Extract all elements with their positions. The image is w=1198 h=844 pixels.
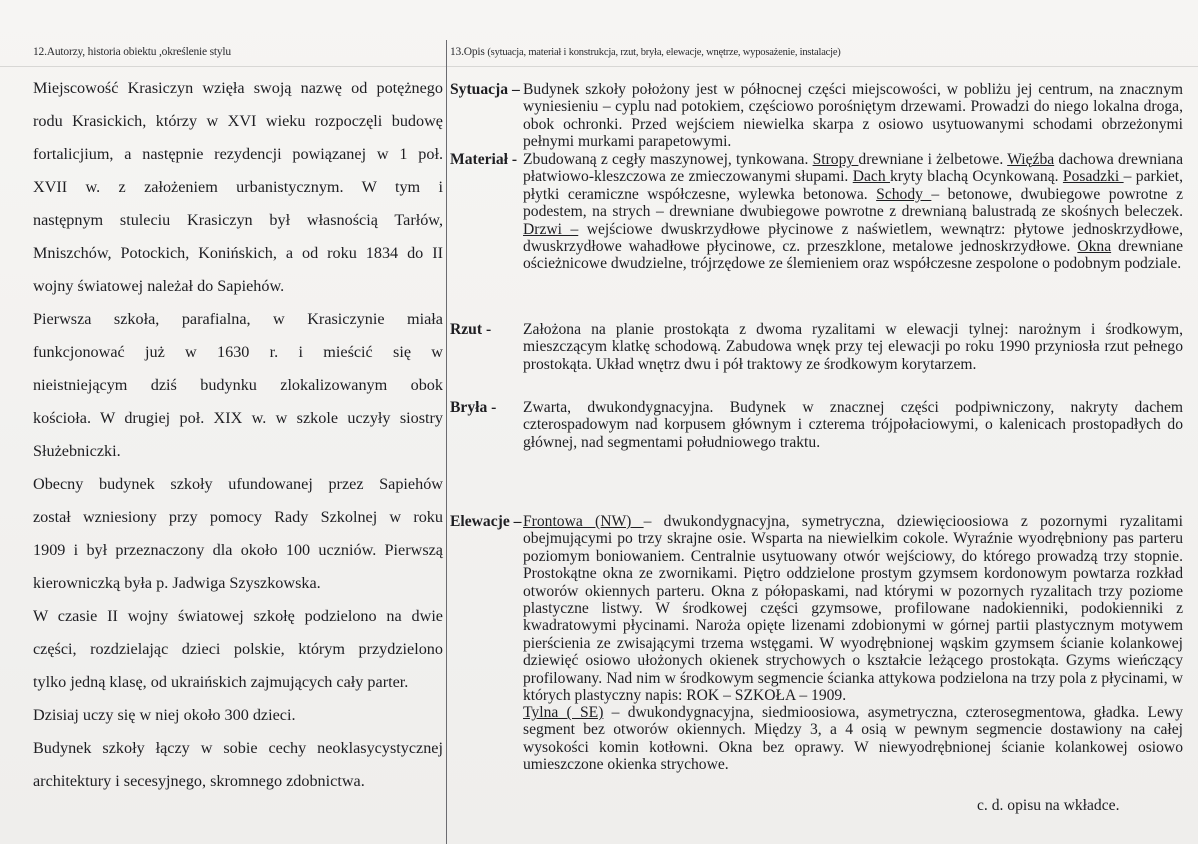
history-column — [33, 75, 443, 801]
underlined-term: Dach — [852, 168, 890, 186]
description-section — [450, 81, 1185, 151]
description-text: – betonowe, dwubiegowe powrotne z podestem, na strych – drewniane dwubiegowe powrotne z drewnianą balustradą ze skośnych beleczek. — [523, 185, 1183, 221]
underlined-term: Więźba — [1007, 151, 1055, 168]
history-text-line: został wzniesiony przy pomocy Rady Szkolnej w roku — [33, 508, 443, 526]
description-text: – dwukondygnacyjna, siedmioosiowa, asymetryczna, czterosegmentowa, gładka. Lewy segment bez otworów okiennych. Między 3, a 4 osią w pewnym segmencie dostawiony na całej wysokości komin kotłowni. Okna bez oprawy. W niewyodrębnionej ścianie kolankowej osiowo umieszczone okienka strychowe. — [523, 704, 1183, 774]
description-text: Zwarta, dwukondygnacyjna. Budynek w znacznej części podpiwniczony, nakryty dachem czterospadowym nad korpusem głównym i czterema trójpołaciowymi, o kalenicach prostopadłych do głównej, nad segmentami południowego traktu. — [523, 399, 1183, 451]
underlined-term: Frontowa (NW) — [523, 513, 644, 530]
history-text-line: rodu Krasickich, którzy w XVI wieku rozpoczęli budowę — [33, 112, 443, 130]
rear-elevation-paragraph — [523, 704, 1183, 774]
section-text — [523, 321, 1183, 373]
description-section — [450, 321, 1185, 373]
underlined-term: Stropy — [812, 151, 859, 168]
history-text-line: nieistniejącym dziś budynku zlokalizowanym obok — [33, 376, 443, 394]
description-text: – parkiet, płytki ceramiczne współczesne, wylewka betonowa. — [523, 168, 1183, 203]
history-text-line: Obecny budynek szkoły ufundowanej przez Sapiehów — [33, 475, 443, 493]
left-column-header: 12.Autorzy, historia obiektu ,określenie stylu — [33, 46, 231, 58]
history-text-line: części, rozdzielając dzieci polskie, którym przydzielono — [33, 640, 443, 658]
description-text: drewniane i żelbetowe. — [858, 151, 1008, 168]
history-text-line: następnym stuleciu Krasiczyn był własnością Tarłów, — [33, 211, 443, 229]
right-column-header — [450, 46, 841, 58]
section-text — [523, 81, 1183, 151]
history-text-line: Dzisiaj uczy się w niej około 300 dzieci. — [33, 706, 296, 724]
underlined-term: Tylna ( SE) — [523, 704, 604, 721]
description-text: drewniane ościeżnicowe dwudzielne, trójrzędowe ze ślemieniem oraz współczesne zespolone o podobnym podziale. — [523, 238, 1184, 273]
description-text: kryty blachą Ocynkowaną. — [890, 168, 1063, 186]
header-rule — [0, 66, 1198, 67]
history-text-line: Służebniczki. — [33, 442, 121, 460]
section-text — [523, 399, 1183, 451]
underlined-term: Okna — [1077, 238, 1112, 256]
history-text-line: wojny światowej należał do Sapiehów. — [33, 277, 285, 295]
description-text: wejściowe dwuskrzydłowe płycinowe z naświetlem, wewnątrz: płytowe jednoskrzydłowe, dwuskrzydłowe wahadłowe płycinowe, cz. przeszklone, metalowe jednoskrzydłowe. — [523, 220, 1183, 256]
history-text-line: architektury i secesyjnego, skromnego zdobnictwa. — [33, 772, 365, 790]
continuation-note: c. d. opisu na wkładce. — [977, 797, 1120, 814]
description-section — [450, 399, 1185, 451]
description-text: Założona na planie prostokąta z dwoma ryzalitami w elewacji tylnej: narożnym i środkowym, mieszczącym klatkę schodową. Zabudowa wnęk przy tej elewacji po roku 1990 przyniosła rzut pełnego prostokąta. Układ wnętrz dwu i pół traktowy ze środkowym korytarzem. — [523, 321, 1183, 373]
column-divider — [446, 40, 447, 844]
section-label: Sytuacja – — [450, 81, 520, 98]
description-section — [450, 513, 1185, 704]
history-text-line: 1909 i był przeznaczony dla około 100 uczniów. Pierwszą — [33, 541, 443, 559]
section-label: Materiał - — [450, 151, 518, 168]
description-text: – dwukondygnacyjna, symetryczna, dziewięcioosiowa z pozornymi ryzalitami obejmującymi po trzy skrajne osie. Wsparta na niewielkim cokole. Wyraźnie wyodrębniony pas parteru poziomym boniowaniem. Centralnie usytuowany otwór wejściowy, do którego prowadzą trzy stopnie. Prostokątne okna ze zwornikami. Piętro oddzielone prostym gzymsem kordonowym powtarza rozkład otworów okiennych parteru. Okna z półopaskami, nad którymi w pozornych ryzalitach trzy poziome plastyczne listwy. W środkowej części gzymsowe, profilowane nadokienniki, podokienniki z kwadratowymi płycinami. Naroża opięte lizenami zdobionymi w górnej partii plastycznym motywem pierścienia ze zwisającymi trzema wstęgami. W wyodrębnionej wąskim gzymsem ścianie kolankowej dziewięć osiowo ułożonych okienek strychowych o kształcie leżącego prostokąta. Gzyms wieńczący profilowany. Nad nim w środkowym segmencie ścianka attykowa podzielona na trzy pola z płycinami, w których plastyczny napis: ROK – SZKOŁA – 1909. — [523, 513, 1183, 705]
section-text — [523, 513, 1183, 704]
section-label: Rzut - — [450, 321, 492, 338]
right-header-subtitle: (sytuacja, materiał i konstrukcja, rzut, bryła, elewacje, wnętrze, wyposażenie, instalacje) — [487, 47, 841, 58]
history-text-line: fortalicjium, a następnie rezydencji powiązanej w 1 poł. — [33, 145, 443, 163]
history-text-line: XVII w. z założeniem urbanistycznym. W tym i — [33, 178, 443, 196]
description-text: dachowa drewniana płatwiowo-kleszczowa ze zmieczowanymi słupami. — [523, 151, 1183, 186]
history-text-line: W czasie II wojny światowej szkołę podzielono na dwie — [33, 607, 443, 625]
history-text-line: tylko jedną klasę, od ukraińskich zajmujących cały parter. — [33, 673, 409, 691]
underlined-term: Schody — [876, 185, 932, 203]
description-section — [450, 151, 1185, 273]
description-text: Budynek szkoły położony jest w północnej części miejscowości, w pobliżu jej centrum, na znacznym wyniesieniu – cyplu nad potokiem, częściowo porośniętym drzewami. Prowadzi do niego lokalna droga, obok ochronki. Przed wejściem niewielka skarpa z osiowo usytuowanymi schodami obrzeżonymi pełnymi murkami parapetowymi. — [523, 81, 1183, 151]
underlined-term: Posadzki — [1062, 168, 1124, 186]
history-text-line: funkcjonować już w 1630 r. i mieścić się w — [33, 343, 443, 361]
history-text-line: Mniszchów, Potockich, Konińskich, a od roku 1834 do II — [33, 244, 443, 262]
section-label: Bryła - — [450, 399, 497, 416]
section-label: Elewacje – — [450, 513, 522, 530]
description-text: Zbudowaną z cegły maszynowej, tynkowana. — [523, 151, 813, 168]
right-header-title: 13.Opis — [450, 46, 485, 58]
section-text — [523, 151, 1183, 273]
history-text-line: Pierwsza szkoła, parafialna, w Krasiczynie miała — [33, 310, 443, 328]
history-text-line: kierowniczką była p. Jadwiga Szyszkowska. — [33, 574, 321, 592]
history-text-line: Miejscowość Krasiczyn wzięła swoją nazwę od potężnego — [33, 79, 443, 97]
history-text-line: Budynek szkoły łączy w sobie cechy neoklasycystycznej — [33, 739, 443, 757]
underlined-term: Drzwi – — [523, 220, 579, 238]
history-text-line: kościoła. W drugiej poł. XIX w. w szkole uczyły siostry — [33, 409, 443, 427]
